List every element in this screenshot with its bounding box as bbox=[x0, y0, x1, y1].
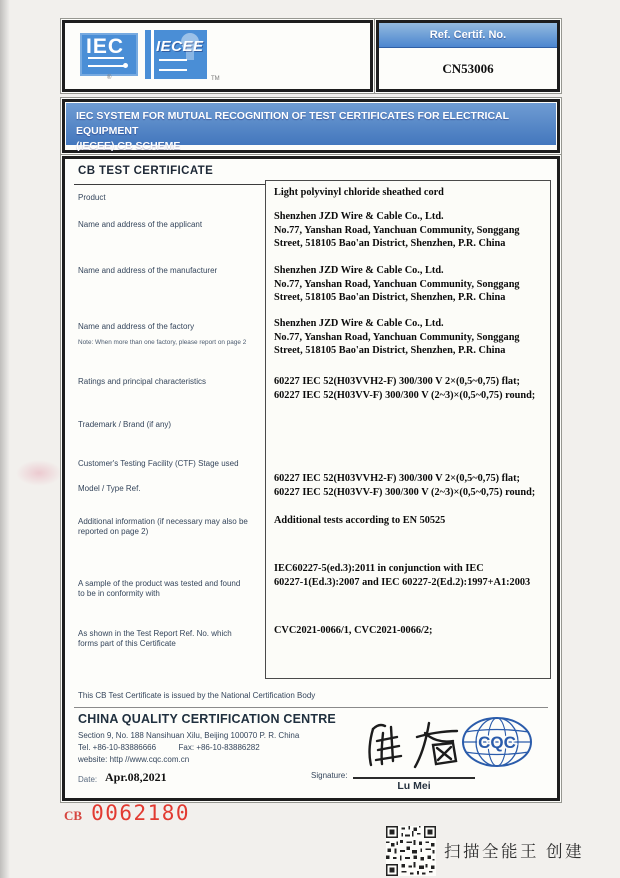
iecee-logo-bar bbox=[151, 30, 154, 79]
iec-logo-text: IEC bbox=[86, 35, 125, 58]
footer-rule bbox=[74, 707, 548, 708]
applicant-line1: Shenzhen JZD Wire & Cable Co., Ltd. bbox=[274, 211, 444, 222]
conformity-line2: 60227-1(Ed.3):2007 and IEC 60227-2(Ed.2):1997+A1:2003 bbox=[274, 576, 531, 588]
additional-info-label: Additional information (if necessary may also be reported on page 2) bbox=[78, 517, 248, 537]
scheme-banner-text bbox=[66, 103, 556, 153]
signature-label: Signature: bbox=[311, 771, 348, 780]
qr-code-icon bbox=[386, 826, 436, 876]
fax-text: Fax: +86-10-83886282 bbox=[178, 743, 260, 752]
manufacturer-line1: Shenzhen JZD Wire & Cable Co., Ltd. bbox=[274, 265, 444, 276]
iec-logo-dot bbox=[123, 63, 128, 68]
iec-logo bbox=[80, 33, 138, 76]
trademark-mark: TM bbox=[211, 76, 220, 82]
applicant-line2: No.77, Yanshan Road, Yanchuan Community, Songgang bbox=[274, 224, 520, 236]
additional-info-line: Additional tests according to EN 50525 bbox=[274, 515, 446, 526]
manufacturer-label: Name and address of the manufacturer bbox=[78, 266, 218, 275]
manufacturer-line3: Street, 518105 Bao'an District, Shenzhen, P.R. China bbox=[274, 292, 506, 304]
issued-by-text: This CB Test Certificate is issued by the National Certification Body bbox=[78, 691, 316, 700]
iecee-logo-lines bbox=[159, 59, 187, 71]
date-label: Date: bbox=[78, 775, 98, 784]
banner-line1: IEC SYSTEM FOR MUTUAL RECOGNITION OF TEST CERTIFICATES FOR ELECTRICAL EQUIPMENT bbox=[76, 110, 509, 138]
iecee-logo bbox=[145, 30, 207, 79]
scan-smudge bbox=[16, 460, 62, 486]
signature-handwriting bbox=[361, 717, 465, 773]
test-report-line: CVC2021-0066/1, CVC2021-0066/2; bbox=[274, 625, 433, 636]
applicant-value bbox=[274, 210, 545, 251]
ratings-line1: 60227 IEC 52(H03VVH2-F) 300/300 V 2×(0,5~0,75) flat; bbox=[274, 376, 520, 387]
scheme-banner bbox=[62, 99, 560, 153]
website-text: website: http //www.cqc.com.cn bbox=[78, 755, 190, 764]
factory-value bbox=[274, 317, 545, 358]
model-line1: 60227 IEC 52(H03VVH2-F) 300/300 V 2×(0,5~0,75) flat; bbox=[274, 473, 520, 484]
test-report-value bbox=[274, 624, 545, 638]
ref-certif-number: CN53006 bbox=[442, 61, 494, 76]
tel-text: Tel. +86-10-83886666 bbox=[78, 743, 157, 752]
certification-body-name: CHINA QUALITY CERTIFICATION CENTRE bbox=[78, 712, 336, 726]
ratings-line2: 60227 IEC 52(H03VV-F) 300/300 V (2~3)×(0,5~0,75) round; bbox=[274, 389, 536, 401]
body-address: Section 9, No. 188 Nansihuan Xilu, Beijing 100070 P. R. China bbox=[78, 731, 300, 740]
manufacturer-line2: No.77, Yanshan Road, Yanchuan Community, Songgang bbox=[274, 278, 520, 290]
factory-line2: No.77, Yanshan Road, Yanchuan Community, Songgang bbox=[274, 331, 520, 343]
iec-logo-lines bbox=[88, 57, 124, 67]
product-value bbox=[274, 186, 545, 200]
banner-line2: (IECEE) CB SCHEME bbox=[76, 140, 181, 153]
signature-name: Lu Mei bbox=[397, 780, 431, 792]
ratings-label: Ratings and principal characteristics bbox=[78, 377, 207, 386]
additional-info-value bbox=[274, 514, 545, 528]
conformity-value bbox=[274, 562, 545, 589]
date-value: Apr.08,2021 bbox=[105, 770, 167, 784]
test-report-label: As shown in the Test Report Ref. No. which forms part of this Certificate bbox=[78, 629, 232, 649]
conformity-label: A sample of the product was tested and found to be in conformity with bbox=[78, 579, 241, 599]
manufacturer-value bbox=[274, 264, 545, 305]
ref-certif-box bbox=[376, 20, 560, 92]
factory-line1: Shenzhen JZD Wire & Cable Co., Ltd. bbox=[274, 318, 444, 329]
factory-note: Note: When more than one factory, please report on page 2 bbox=[78, 339, 247, 346]
model-line2: 60227 IEC 52(H03VV-F) 300/300 V (2~3)×(0,5~0,75) round; bbox=[274, 486, 536, 498]
product-label: Product bbox=[78, 193, 106, 202]
certificate-body bbox=[62, 156, 560, 801]
factory-line3: Street, 518105 Bao'an District, Shenzhen, P.R. China bbox=[274, 345, 506, 357]
ratings-value bbox=[274, 375, 545, 402]
signature-block bbox=[353, 715, 475, 792]
applicant-label: Name and address of the applicant bbox=[78, 220, 203, 229]
ctf-label: Customer's Testing Facility (CTF) Stage used bbox=[78, 459, 239, 468]
model-label: Model / Type Ref. bbox=[78, 484, 141, 493]
cqc-logo bbox=[459, 715, 535, 769]
ref-certif-label: Ref. Certif. No. bbox=[379, 23, 557, 48]
logo-box bbox=[62, 20, 373, 92]
tel-fax-line bbox=[78, 743, 260, 752]
iecee-logo-text: IECEE bbox=[156, 38, 204, 55]
cb-serial-stamp bbox=[64, 801, 190, 825]
cqc-logo-text: CQC bbox=[478, 733, 516, 752]
stamp-number: 0062180 bbox=[91, 801, 191, 825]
registered-mark: ® bbox=[107, 75, 112, 81]
signature-line bbox=[353, 777, 475, 779]
applicant-line3: Street, 518105 Bao'an District, Shenzhen, P.R. China bbox=[274, 238, 506, 250]
values-box bbox=[265, 180, 551, 679]
trademark-label: Trademark / Brand (if any) bbox=[78, 420, 172, 429]
product-value-line: Light polyvinyl chloride sheathed cord bbox=[274, 187, 444, 198]
stamp-prefix: CB bbox=[64, 808, 83, 823]
page-title: CB TEST CERTIFICATE bbox=[78, 165, 214, 177]
model-value bbox=[274, 472, 545, 499]
conformity-line1: IEC60227-5(ed.3):2011 in conjunction with IEC bbox=[274, 563, 484, 574]
scanner-caption: 扫描全能王 创建 bbox=[444, 843, 585, 861]
factory-label: Name and address of the factory bbox=[78, 322, 195, 331]
